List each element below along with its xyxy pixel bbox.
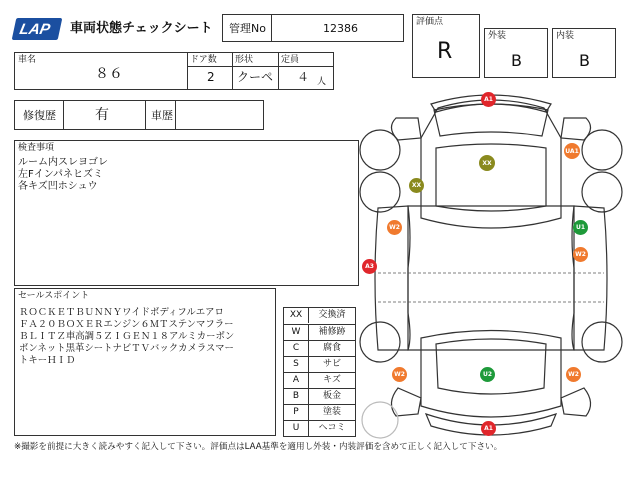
damage-mark: XX: [409, 178, 424, 193]
interior-label: 内装: [556, 31, 575, 41]
legend-code: P: [293, 407, 299, 417]
car-rear-right-fender: [561, 388, 591, 416]
legend-row: [284, 388, 355, 404]
vehicle-row: [14, 52, 334, 90]
damage-mark: A1: [481, 92, 496, 107]
damage-mark: U2: [480, 367, 495, 382]
legend-name: 補修跡: [308, 325, 355, 340]
spare-tire: [362, 402, 398, 438]
body-value: クーペ: [237, 70, 274, 84]
wheel-mid-left: [360, 172, 400, 212]
rating-value: R: [437, 39, 453, 64]
mgmt-no-value: 12386: [323, 22, 358, 35]
history-row: [14, 100, 264, 130]
body-label: 形状: [235, 55, 254, 65]
doors-label: ドア数: [190, 55, 217, 65]
damage-mark: W2: [573, 247, 588, 262]
logo: [12, 18, 63, 40]
legend-name: 交換済: [308, 308, 355, 323]
sales-line: ＢＬＩＴＺ車高調５ＺＩＧＥＮ１８アルミカーボン: [19, 331, 235, 342]
legend-code: S: [293, 359, 299, 369]
legend-code: C: [292, 343, 300, 353]
legend-row: [284, 308, 355, 324]
car-name-value: ８６: [95, 66, 123, 82]
exterior-label: 外装: [488, 31, 507, 41]
interior-value: B: [579, 51, 590, 70]
legend-code: A: [292, 375, 300, 385]
damage-mark: A3: [362, 259, 377, 274]
legend-code: XX: [289, 310, 303, 320]
inspection-line: 左Fインパネヒズミ: [18, 169, 104, 180]
sales-line: トキーＨＩＤ: [19, 355, 76, 366]
car-front-right-fender: [561, 118, 591, 140]
sheet-title: 車両状態チェックシート: [70, 21, 213, 36]
wheel-mid-right: [582, 172, 622, 212]
capacity-unit: 人: [317, 77, 327, 87]
legend-code: W: [291, 327, 301, 337]
rating-box: [412, 14, 480, 78]
damage-mark: W2: [387, 220, 402, 235]
wheel-front-left: [360, 130, 400, 170]
mgmt-no-label: 管理No: [229, 22, 266, 35]
legend-row: [284, 420, 355, 436]
mgmt-no-box: [222, 14, 404, 42]
legend-name: ヘコミ: [308, 421, 355, 436]
capacity-value: ４: [297, 70, 310, 84]
sales-line: ＲＯＣＫＥＴＢＵＮＮＹワイドボディフルエアロ: [19, 307, 224, 318]
car-front-left-fender: [391, 118, 421, 140]
legend-row: [284, 324, 355, 340]
legend-name: 腐食: [308, 341, 355, 356]
sales-label: セールスポイント: [18, 291, 90, 301]
inspection-label: 検査事項: [18, 143, 55, 153]
inspection-line: ルーム内スレヨゴレ: [18, 157, 108, 168]
legend-table: [283, 307, 356, 437]
legend-code: U: [292, 423, 300, 433]
legend-row: [284, 404, 355, 420]
damage-mark: UA1: [564, 143, 580, 159]
legend-code: B: [292, 391, 300, 401]
legend-name: キズ: [308, 373, 355, 388]
car-name-label: 車名: [18, 55, 37, 65]
damage-mark: XX: [479, 155, 495, 171]
wheel-rear-right: [582, 322, 622, 362]
damage-mark: A1: [481, 421, 496, 436]
repair-label: 修復歴: [23, 109, 56, 122]
legend-row: [284, 340, 355, 356]
sales-line: ボンネット黒革シートナビＴＶバックカメラスマー: [19, 343, 234, 354]
repair-value: 有: [95, 107, 109, 123]
damage-mark: U1: [573, 220, 588, 235]
wheel-front-right: [582, 130, 622, 170]
car-roof: [436, 144, 546, 211]
damage-mark: W2: [392, 367, 407, 382]
capacity-label: 定員: [281, 55, 300, 65]
footer-note: ※撮影を前提に大きく読みやすく記入して下さい。評価点はLAA基準を適用し外装・内装評価を含めて正しく記入して下さい。: [14, 442, 503, 452]
sales-line: ＦＡ２０ＢＯＸＥＲエンジン６ＭＴステンマフラー: [19, 319, 234, 330]
interior-box: [552, 28, 616, 78]
legend-row: [284, 372, 355, 388]
car-diagram: [356, 88, 626, 450]
legend-name: サビ: [308, 357, 355, 372]
legend-row: [284, 356, 355, 372]
car-trunk: [436, 339, 546, 394]
sales-box: [14, 288, 276, 436]
legend-name: 板金: [308, 389, 355, 404]
legend-name: 塗装: [308, 405, 355, 420]
inspection-history-label: 車歴: [151, 109, 173, 122]
inspection-box: [14, 140, 359, 286]
exterior-value: B: [511, 51, 522, 70]
exterior-box: [484, 28, 548, 78]
logo-text: LAP: [18, 21, 52, 38]
wheel-rear-left: [360, 322, 400, 362]
damage-mark: W2: [566, 367, 581, 382]
doors-value: 2: [207, 70, 215, 84]
inspection-line: 各キズ凹ホシュウ: [18, 181, 98, 192]
rating-label: 評価点: [416, 17, 444, 27]
